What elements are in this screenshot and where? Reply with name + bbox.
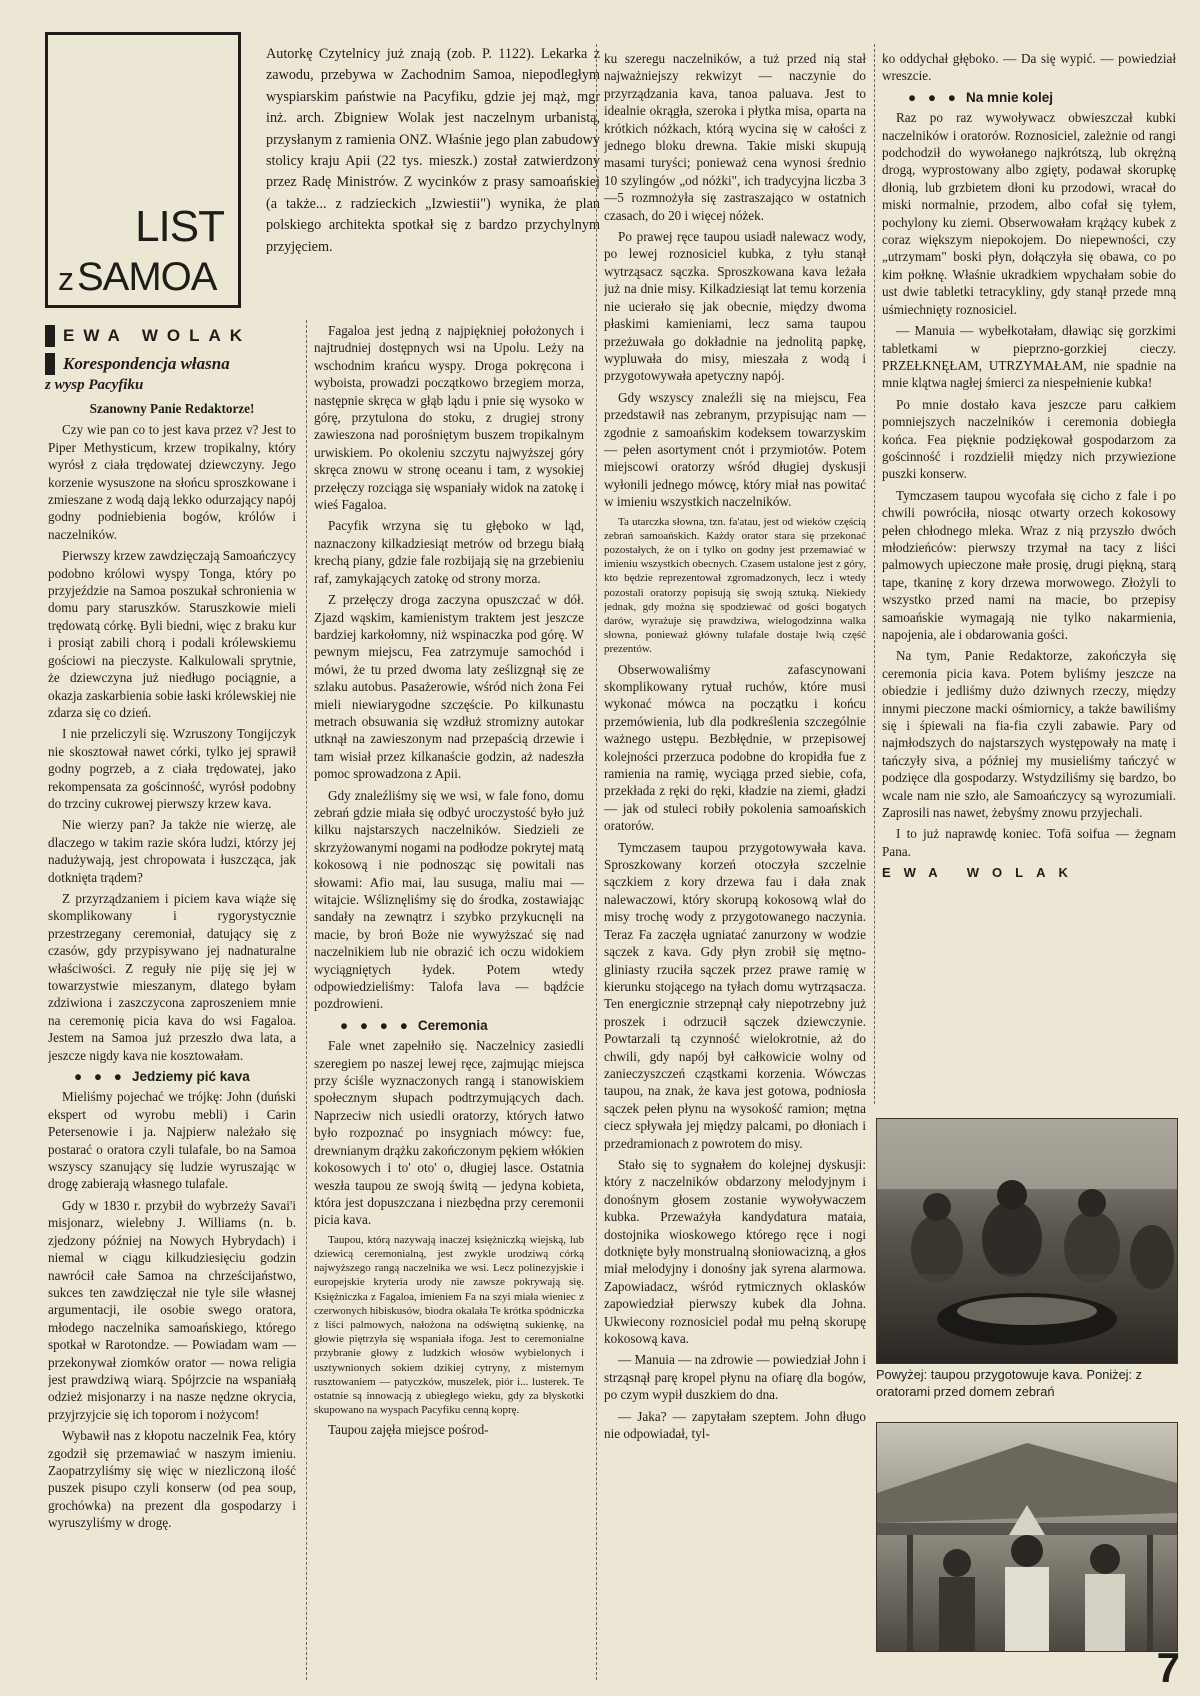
col4-para-7: I to już naprawdę koniec. Tofā soifua — żegnam Pana. xyxy=(882,826,1176,859)
col4-para-3: — Manuia — wybełkotałam, dławiąc się gorzkimi tabletkami w pieprzno-gorzkiej cieczy. PRZEŁKNĘŁAM, UTRZYMAŁAM, nie spadnie na mnie klątwa nagłej śmierci za niespełnienie kubka! xyxy=(882,323,1176,391)
byline xyxy=(45,325,275,394)
title-z: z xyxy=(58,261,73,297)
column-1 xyxy=(48,400,296,1680)
col3-note: Ta utarczka słowna, tzn. fa'atau, jest od wieków częścią zebrań samoańskich. Każdy orator stara się przekonać pozostałych, że on i tylko on godny jest przemawiać w imieniu wszystkich obecnych. Czasem ustalone jest z góry, kto będzie reprezentował zgromadzonych, lecz i wtedy pozostali oratorzy popisują się swoją sztuką. Niekiedy jednak, gdy można się spodziewać od gości bogatych darów, wyrażuje się prawdziwa, wielogodzinna walka słowna, ponieważ główny tulafale dostaje lwią część prezentów. xyxy=(604,515,866,656)
col4-para-5: Tymczasem taupou wycofała się cicho z fale i po chwili powróciła, niosąc otwarty orzech kokosowy pełen chłodnego mleka. Wraz z nią przyszło dwóch młodzieńców: pierwszy trzymał na tacy z liści palmowych upieczone małe prosię, drugi piękną, starą tape, tkaninę z kory drzewa morwowego. Złożyli to wszystko przed nami na macie, bo przepisy samoańskie wymagają nie tylko nakarmienia, napojenia, ale i obdarowania gości. xyxy=(882,487,1176,642)
section-heading-jedziemy: ● ● ● Jedziemy pić kava xyxy=(74,1069,250,1085)
page-number: 7 xyxy=(1156,1644,1180,1691)
col2-para-2: Pacyfik wrzyna się tu głęboko w ląd, naznaczony kilkadziesiąt metrów od brzegu białą krechą piany, gdzie fale rozbijają się na grzebieniu raf, zamykających zatokę od strony morza. xyxy=(314,518,584,586)
col4-para-4: Po mnie dostało kava jeszcze paru całkiem pomniejszych naczelników i ceremonia dobiegła końca. Fea pięknie podziękował gospodarzom za gościnność i rozdzielił między nich przywiezione puszki konserw. xyxy=(882,396,1176,482)
intro-text: Autorkę Czytelnicy już znają (zob. P. 1122). Lekarka z zawodu, przebywa w Zachodnim Samoa, niepodległym wyspiarskim państwie na Pacyfiku, gdzie jej mąż, mgr inż. arch. Zbigniew Wolak jest naczelnym urbanistą, przysłanym z ramienia ONZ. Właśnie jego plan zabudowy stolicy kraju Apii (22 tys. mieszk.) został zatwierdzony przez Radę Ministrów. Z wycinków z prasy samoańskiej (a także... z radzieckich „Izwiestii") wynika, że plan polskiego architekta spotkał się z bardzo przychylnym przyjęciem. xyxy=(266,46,600,255)
column-4 xyxy=(882,50,1176,1110)
col3-para-6: Stało się to sygnałem do kolejnej dyskusji: który z naczelników obdarzony melodyjnym i donośnym głosem zostanie wywoływaczem kubka. Przeważyła kandydatura mataia, dostojnika wioskowego którego ręce i nogi dotknięte były monstrualną słoniowacizną, a głos miał melodyjny i donośny jak syrena alarmowa. Zapowiadacz, wśród rytmicznych oklasków zapowiedział pierwszy kubek dla Johna. Ukwiecony roznosiciel podał mu pełną skorupę kokosową kava. xyxy=(604,1156,866,1347)
signoff: EWA WOLAK xyxy=(882,865,1081,881)
col4-para-6: Na tym, Panie Redaktorze, zakończyła się ceremonia picia kava. Potem byliśmy jeszcze na obiedzie i jedliśmy dużo dziwnych rzeczy, między innymi pieczone macki ośmiornicy, a także bawiliśmy się i śpiewali na fia-fia czyli zabawie. Pary od najmłodszych do najstarszych występowały na matę i tańczyły siva, a później my musieliśmy tańczyć w podzięce dla gospodarzy. Wstydziliśmy się bardzo, bo wcale nam nie szło, ale Samoańczycy są wyrozumiali. Zaprosili nas nawet, żebyśmy znowu przyjechali. xyxy=(882,648,1176,821)
col2-note: Taupou, którą nazywają inaczej księżniczką wiejską, lub dziewicą ceremonialną, jest zwykle urodziwą córką najwyższego rangą naczelnika we wsi. Lecz polinezyjskie i europejskie kryteria urody nie zawsze pokrywają się. Księżniczka z Fagaloa, imieniem Fa na szyi miała wieniec z czerwonych hibiskusów, biodra okalała Te krótka spódniczka z liści palmowych, nałożona na odświętną sukienkę, na głowie piętrzyła się wspaniała ifoga. Jest to ceremonialne przybranie głowy z ludzkich włosów wybielonych i usztywnionych sokiem dzikiej cytryny, z misternym rusztowaniem — patyczków, muszelek, piór i... lusterek. Te ostatnie są innowacją z ubiegłego wieku, gdy za błyskotki skupowano na wyspach Pacyfiku cenną koprę. xyxy=(314,1233,584,1417)
section-heading-na-mnie-kolej: ● ● ● Na mnie kolej xyxy=(908,89,1054,105)
heading-dots-icon: ● ● ● xyxy=(74,1069,126,1085)
col3-para-3: Gdy wszyscy znaleźli się na miejscu, Fea przedstawił nas zebranym, przypisując nam — zgodnie z samoańskim kodeksem towarzyskim — pełen asortyment cnót i przymiotów. Potem miejscowi oratorzy wśród długiej dyskusji wyłonili jednego mówcę, który miał nas powitać w imieniu wszystkich naczelników. xyxy=(604,389,866,510)
col2-para-3: Z przełęczy droga zaczyna opuszczać w dół. Zjazd wąskim, kamienistym traktem jest jeszcze bardziej karkołomny, niż wspinaczka pod górę. W pewnym miejscu, Fea zatrzymuje samochód i mówi, że tu przed dwoma laty ześlizgnął się ze szlaku autobus. Pasażerowie, wśród nich żona Fei mieli niewiarygodne szczęście. Po kilkunastu metrach obsuwania się wzdłuż stromizny autokar utknął na zawieszonym nad przepaścią drzewie i tam wisiał przez kilkanaście godzin, aż nadeszła pomoc sprowadzona z Apii. xyxy=(314,592,584,782)
col1-para-8: Wybawił nas z kłopotu naczelnik Fea, który zgodził się przemawiać w naszym imieniu. Zaopatrzyliśmy się więc w niezliczoną ilość puszek pisupo czyli konserw (od pea soup, grochówka) na prezent dla gospodarzy i wyruszyliśmy w drogę. xyxy=(48,1428,296,1531)
photo-kava-preparation-image xyxy=(877,1119,1177,1363)
col1-para-3: I nie przeliczyli się. Wzruszony Tongijczyk nie skosztował nawet córki, tylko jej sprawił godny pogrzeb, a z ciała trędowatej, jako rekompensata za gościnność, wyrósł podobny do trzciny cukrowej pierwszy krzew kava. xyxy=(48,726,296,811)
col2-para-5: Fale wnet zapełniło się. Naczelnicy zasiedli szeregiem po naszej lewej ręce, zajmując miejsca przy ściśle wyznaczonych rangą i stanowiskiem społecznym słupach podtrzymujących dach. Naprzeciw nich usiedli oratorzy, których łatwo było rozpoznać po insygniach mówcy: fue, drewnianym drążku zakończonym pękiem włókien kokosowych i to' oto' o, długiej lasce. Ostatnia weszła taupou ze swoją świtą — jedyna kobieta, która jest dopuszczana i niezbędna przy ceremonii picia kava. xyxy=(314,1038,584,1228)
byline-bar-2 xyxy=(45,353,55,375)
col3-para-8: — Jaka? — zapytałam szeptem. John długo nie odpowiadał, tyl- xyxy=(604,1408,866,1442)
col3-para-1: ku szeregu naczelników, a tuż przed nią stał najważniejszy rekwizyt — naczynie do przyrządzania kava, tanoa paluava. Jest to idealnie okrągła, szeroka i płytka misa, oparta na krótkich nóżkach, którą wycina się w całości z jednego bloku drewna. Takie miski skupują masami turyści; ponieważ cena wynosi średnio 10 szylingów „od nóżki", ich tradycyjna liczba 3—5 rozmnożyła się zastraszająco w ostatnich czasach, do 20 i więcej nóżek. xyxy=(604,51,866,223)
col1-para-7: Gdy w 1830 r. przybił do wybrzeży Savai'i misjonarz, wielebny J. Williams (n. b. zjedzony później na Nowych Hybrydach) i niemal w ciągu kilkudziesięciu godzin nawrócił całe Samoa na chrześcijaństwo, sukces ten zawdzięczał nie tyle sile własnej argumentacji, ile osobie swego oratora, młodego naczelnika samoańskiego, którego spotkał w Rarotondze. — Powiadam wam — przekonywał ziomków orator — nowa religia jest prawdziwą wiarą. Spójrzcie na wspaniałą odzież misjonarzy i na nasze nędzne okrycia, przyjrzyjcie się ich toporom i nożycom! xyxy=(48,1197,296,1422)
col3-para-7: — Manuia — na zdrowie — powiedział John i strząsnął parę kropel płynu na ofiarę dla bogów, po czym wypił duszkiem do dna. xyxy=(604,1352,866,1403)
heading-dots-icon: ● ● ● xyxy=(908,89,960,105)
column-rule-2 xyxy=(596,44,597,1680)
col4-para-2: Raz po raz wywoływacz obwieszczał kubki naczelników i oratorów. Roznosiciel, zależnie od rangi podchodził do wywołanego najkrótszą, lub okrężną drogą, wyprostowany albo zgięty, podawał skorupkę dłonią, lub grzbietem dłoni ku przodowi, wracał do miski normalnie, przodem, albo cofał się tyłem, pochylony ku ziemi. Obserwowałam krążący kubek z coraz większym niepokojem. Do niepewności, czy „utrzymam" boski płyn, dołączyła się obawa, co po kim połknę. Właśnie ukradkiem wpychałam sobie do ust dwie tabletki tetracykliny, gdy stanął przede mną uśmiechnięty roznosiciel. xyxy=(882,110,1176,317)
col1-para-6: Mieliśmy pojechać we trójkę: John (duński ekspert od wyrobu mebli) i Carin Petersenowie i ja. Najpierw należało się postarać o oratora czyli tulafale, bo na Samoa wszyscy szanujący się ludzie wyruszając w drogę zabierają własnego tulafale. xyxy=(48,1089,296,1192)
byline-correspondence: Korespondencja własna xyxy=(63,354,230,373)
col3-para-5: Tymczasem taupou przygotowywała kava. Sproszkowany korzeń otoczyła szczelnie sączkiem z kory drzewa fau i dała znak nalewaczowi, który skorupą kokosową wlał do misy trochę wody z przygotowanego naczynia. Teraz Fa zaczęła ugniatać zanurzony w wodzie sączek z kava. Gdy płyn zrobił się mętno-gliniasty rzuciła sączek przez prawe ramię w kierunku stojącego na tyłach domu wytrząsacza. Ten energicznie strzepnął cały niepotrzebny już proszek i odrzucił sączek dziewczynie. Powtarzali tą czynność wielokrotnie, aż do chwili, gdy napój był całkowicie wolny od zanieczyszczeń cząstkami korzenia. Wówczas taupou, na znak, że kava jest gotowa, podniosła sączek pełen płynu na wysokość ramion; mętna ciecz spływała jej między palcami, po dłoniach i przedramionach z powrotem do misy. xyxy=(604,839,866,1151)
intro-block xyxy=(266,44,600,314)
photo-orators xyxy=(876,1422,1178,1652)
col2-para-4: Gdy znaleźliśmy się we wsi, w fale fono, domu zebrań gdzie miała się odbyć uroczystość było już kilku najstarszych naczelników. Siedzieli ze skrzyżowanymi nogami na podłodze pokrytej matą kokosową i nie podnosząc się powitali nas słowami: Afio mai, lau susuga, maliu mai — witajcie. Wśliznęliśmy się do środka, zostawiając sandały na zewnątrz i szybko przykucnęli na macie, by broń Boże nie wywyższać się nad naczelnikiem lub nie obrazić ich oczu widokiem wyciągniętych łydek. Potem wtedy odpowiedzieliśmy: Talofa lava — bądźcie pozdrowieni. xyxy=(314,787,584,1012)
col3-para-2: Po prawej ręce taupou usiadł nalewacz wody, po lewej roznosiciel kubka, z tyłu stanął wytrząsacz sączka. Sproszkowana kava leżała już na dnie misy. Kilkadziesiąt lat temu korzenia nie ucierało się jak obecnie, między dwoma płaskimi kamieniami, lecz sama taupou przeżuwała go dokładnie na jednolitą papkę, wypluwała do misy, mieszała z wodą i przygotowywała apetyczny napój. xyxy=(604,229,866,384)
byline-author: EWA WOLAK xyxy=(63,326,252,345)
col2-para-6: Taupou zajęła miejsce pośrod- xyxy=(328,1422,489,1438)
byline-bar xyxy=(45,325,55,347)
photo-caption: Powyżej: taupou przygotowuje kava. Poniżej: z oratorami przed domem zebrań xyxy=(876,1367,1143,1399)
photo-orators-image xyxy=(877,1423,1177,1651)
column-rule-3 xyxy=(874,44,875,1104)
column-rule-1 xyxy=(306,320,307,1680)
column-2 xyxy=(314,322,584,1682)
col1-para-4: Nie wierzy pan? Ja także nie wierzę, ale dlaczego w takim razie skóra ludzi, którzy jej nadużywają, jest chropowata i łuszcząca, jak dotknięta trądem? xyxy=(48,817,296,885)
title-box xyxy=(45,32,241,308)
section-heading-ceremonia: ● ● ● ● Ceremonia xyxy=(340,1017,488,1033)
col1-para-1: Czy wie pan co to jest kava przez v? Jest to Piper Methysticum, krzew tropikalny, który wyrósł z ciała trędowatej dziewczyny. Jego korzenie wysuszone na słońcu sproszkowane i zmieszane z wodą dają lekko odurzający napój godny podniebienia bogów, królów i naczelników. xyxy=(48,422,296,542)
column-3 xyxy=(604,50,866,1680)
col1-para-5: Z przyrządzaniem i piciem kava wiąże się skomplikowany i rygorystycznie przestrzegany ceremoniał, datujący się z czasów, gdy przypisywano jej nadnaturalne właściwości. Z reguły nie piję się jej w towarzystwie mieszanym, dlatego byłam zdziwiona i zaszczycona zaproszeniem mnie na ceremonię picia kava do wsi Fagaloa. Jestem na Samoa już przeszło dwa lata, a jeszcze nigdy kava nie kosztowałam. xyxy=(48,890,296,1063)
col3-para-4: Obserwowaliśmy zafascynowani skomplikowany rytuał ruchów, które musi wykonać mówca na początku i końcu przemówienia, lub dla podkreślenia szczególnie ważnego ustępu. Bezbłędnie, w przepisowej kolejności przerzuca podobne do kropidła fue z ramienia na ramię, wyciąga przed siebie, cofa, przekłada z ręki do ręki, kładzie na ziemi, gładzi — jak od stuleci robiły pokolenia samoańskich oratorów. xyxy=(604,661,866,834)
greeting: Szanowny Panie Redaktorze! xyxy=(89,401,255,416)
title-samoa xyxy=(58,255,216,301)
photo-kava-preparation xyxy=(876,1118,1178,1364)
heading-dots-icon: ● ● ● ● xyxy=(340,1017,412,1033)
col1-para-2: Pierwszy krzew zawdzięczają Samoańczycy podobno królowi wyspy Tonga, który po przyjeździe na Samoa poszukał schronienia w domu pary staruszków. Staruszkowie mieli trędowatą córkę. Byli biedni, więc z braku kur i prosiąt zabili chorą i podali królewskiemu gościowi na pieczyste. Kalkulowali sprytnie, że dziewczyna już niedługo pociągnie, a okazja zaskarbienia sobie łaski królewskiej nie zdarza się co dzień. xyxy=(48,548,296,720)
title-list: LIST xyxy=(135,202,224,251)
col2-para-1: Fagaloa jest jedną z najpiękniej położonych i najtrudniej dostępnych wsi na Upolu. Leży na wschodnim krańcu wyspy. Droga pokręcona i wyboista, prowadzi początkowo brzegiem morza, następnie skręca w głąb lądu i pnie się wysoko w górę, przytulona do stoku, z drugiej strony zawieszona nad porośniętym buszem tropikalnym urwiskiem. Po okoleniu szczytu najwyższej góry skręca znowu w stronę oceanu i tam, z wysokiej przełęczy rozciąga się wspaniały widok na zatokę i wieś Fagaloa. xyxy=(314,323,584,513)
title-samoa-word: SAMOA xyxy=(77,255,217,299)
col4-para-1: ko oddychał głęboko. — Da się wypić. — powiedział wreszcie. xyxy=(882,51,1176,84)
byline-from: z wysp Pacyfiku xyxy=(45,377,144,393)
